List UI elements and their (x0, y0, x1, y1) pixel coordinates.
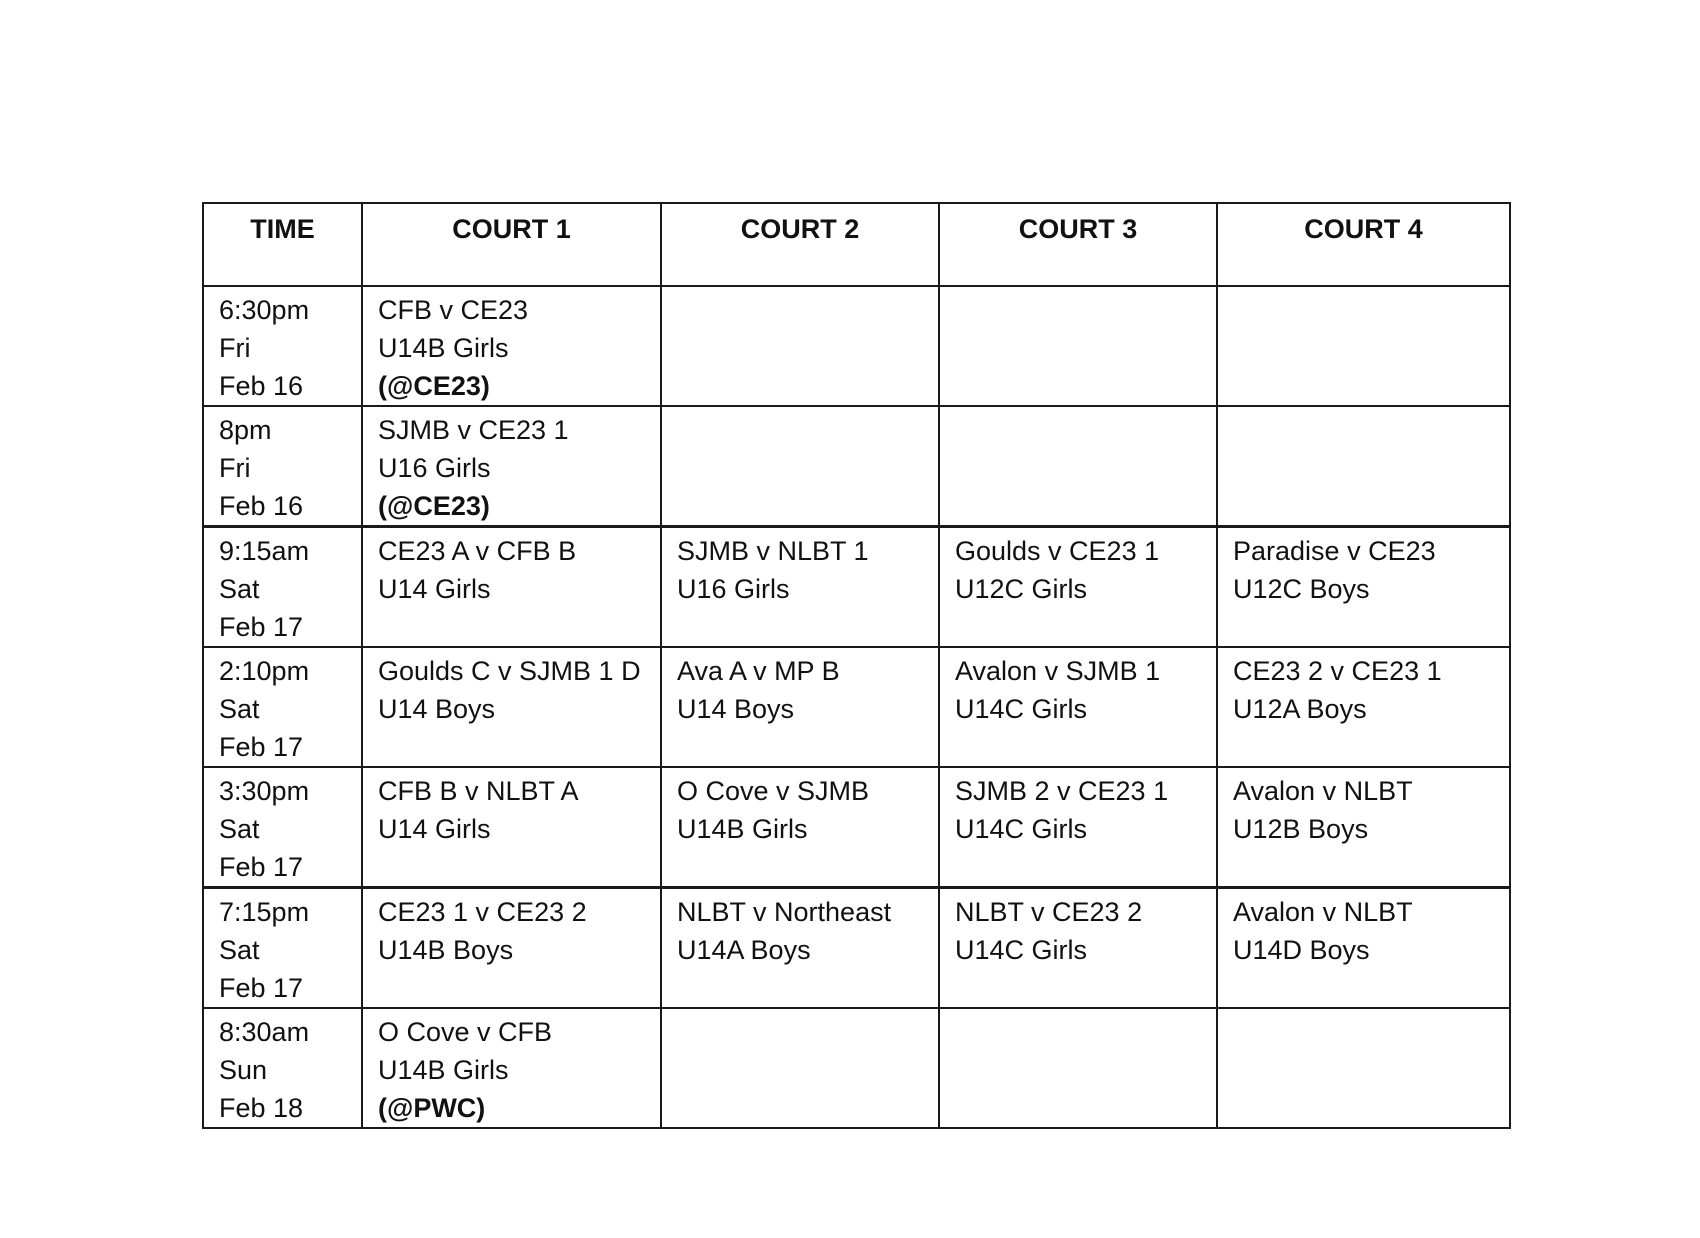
match-label: SJMB v NLBT 1 (677, 536, 869, 566)
date-value: Feb 17 (219, 732, 304, 762)
day-value: Sat (219, 814, 260, 844)
match-label: O Cove v CFB (378, 1017, 553, 1047)
header-time: TIME (203, 203, 362, 286)
division-label: U14C Girls (955, 935, 1088, 965)
division-label: U14 Girls (378, 814, 491, 844)
court-1-cell (362, 527, 661, 648)
match-label: Goulds v CE23 1 (955, 536, 1160, 566)
court-1-cell (362, 1008, 661, 1128)
header-row (203, 203, 1510, 286)
date-value: Feb 17 (219, 973, 304, 1003)
header-court-2: COURT 2 (661, 203, 939, 286)
division-label: U14 Boys (378, 694, 496, 724)
division-label: U14B Boys (378, 935, 514, 965)
division-label: U12B Boys (1233, 814, 1369, 844)
court-4-cell (1217, 888, 1510, 1009)
match-label: Avalon v SJMB 1 (955, 656, 1161, 686)
division-label: U16 Girls (378, 453, 491, 483)
date-value: Feb 18 (219, 1093, 304, 1123)
division-label: U14B Girls (378, 1055, 509, 1085)
date-value: Feb 17 (219, 852, 304, 882)
table-row (203, 647, 1510, 767)
court-3-cell (939, 527, 1217, 648)
court-4-cell (1217, 647, 1510, 767)
time-cell (203, 286, 362, 406)
court-2-cell (661, 527, 939, 648)
match-label: O Cove v SJMB (677, 776, 870, 806)
court-2-cell (661, 767, 939, 888)
time-value: 8:30am (219, 1017, 310, 1047)
date-value: Feb 16 (219, 491, 304, 521)
match-label: Goulds C v SJMB 1 D (378, 656, 641, 686)
court-2-cell (661, 406, 939, 527)
division-label: U14B Girls (378, 333, 509, 363)
court-2-cell (661, 647, 939, 767)
division-label: U14A Boys (677, 935, 811, 965)
location-label: (@PWC) (378, 1093, 486, 1123)
match-label: NLBT v Northeast (677, 897, 892, 927)
match-label: NLBT v CE23 2 (955, 897, 1143, 927)
date-value: Feb 17 (219, 612, 304, 642)
date-value: Feb 16 (219, 371, 304, 401)
match-label: SJMB v CE23 1 (378, 415, 569, 445)
court-4-cell (1217, 286, 1510, 406)
court-4-cell (1217, 406, 1510, 527)
match-label: Avalon v NLBT (1233, 776, 1413, 806)
division-label: U14B Girls (677, 814, 808, 844)
court-2-cell (661, 1008, 939, 1128)
table-row (203, 767, 1510, 888)
court-1-cell (362, 767, 661, 888)
match-label: CFB B v NLBT A (378, 776, 579, 806)
day-value: Sat (219, 574, 260, 604)
table-row (203, 1008, 1510, 1128)
court-1-cell (362, 888, 661, 1009)
court-3-cell (939, 647, 1217, 767)
court-4-cell (1217, 527, 1510, 648)
time-value: 7:15pm (219, 897, 310, 927)
time-cell (203, 767, 362, 888)
schedule-body (203, 286, 1510, 1128)
division-label: U14C Girls (955, 694, 1088, 724)
day-value: Sun (219, 1055, 268, 1085)
match-label: Paradise v CE23 (1233, 536, 1436, 566)
court-4-cell (1217, 1008, 1510, 1128)
time-value: 8pm (219, 415, 272, 445)
court-1-cell (362, 647, 661, 767)
day-value: Sat (219, 935, 260, 965)
time-value: 6:30pm (219, 295, 310, 325)
court-1-cell (362, 286, 661, 406)
division-label: U14 Boys (677, 694, 795, 724)
time-cell (203, 647, 362, 767)
match-label: CE23 A v CFB B (378, 536, 577, 566)
court-1-cell (362, 406, 661, 527)
division-label: U16 Girls (677, 574, 790, 604)
header-court-3: COURT 3 (939, 203, 1217, 286)
court-3-cell (939, 888, 1217, 1009)
time-cell (203, 527, 362, 648)
time-value: 9:15am (219, 536, 310, 566)
court-3-cell (939, 406, 1217, 527)
match-label: CE23 1 v CE23 2 (378, 897, 587, 927)
match-label: SJMB 2 v CE23 1 (955, 776, 1169, 806)
division-label: U14D Boys (1233, 935, 1370, 965)
day-value: Fri (219, 453, 251, 483)
court-3-cell (939, 1008, 1217, 1128)
table-row (203, 406, 1510, 527)
header-court-1: COURT 1 (362, 203, 661, 286)
table-row (203, 286, 1510, 406)
court-3-cell (939, 286, 1217, 406)
court-2-cell (661, 286, 939, 406)
schedule-table (202, 202, 1511, 1129)
table-row (203, 527, 1510, 648)
division-label: U14C Girls (955, 814, 1088, 844)
match-label: Avalon v NLBT (1233, 897, 1413, 927)
day-value: Sat (219, 694, 260, 724)
division-label: U12C Girls (955, 574, 1088, 604)
time-cell (203, 888, 362, 1009)
time-cell (203, 406, 362, 527)
table-row (203, 888, 1510, 1009)
day-value: Fri (219, 333, 251, 363)
time-cell (203, 1008, 362, 1128)
header-court-4: COURT 4 (1217, 203, 1510, 286)
location-label: (@CE23) (378, 491, 490, 521)
division-label: U14 Girls (378, 574, 491, 604)
court-3-cell (939, 767, 1217, 888)
court-2-cell (661, 888, 939, 1009)
location-label: (@CE23) (378, 371, 490, 401)
time-value: 3:30pm (219, 776, 310, 806)
court-4-cell (1217, 767, 1510, 888)
match-label: CFB v CE23 (378, 295, 529, 325)
division-label: U12A Boys (1233, 694, 1367, 724)
division-label: U12C Boys (1233, 574, 1370, 604)
match-label: CE23 2 v CE23 1 (1233, 656, 1442, 686)
time-value: 2:10pm (219, 656, 310, 686)
match-label: Ava A v MP B (677, 656, 840, 686)
